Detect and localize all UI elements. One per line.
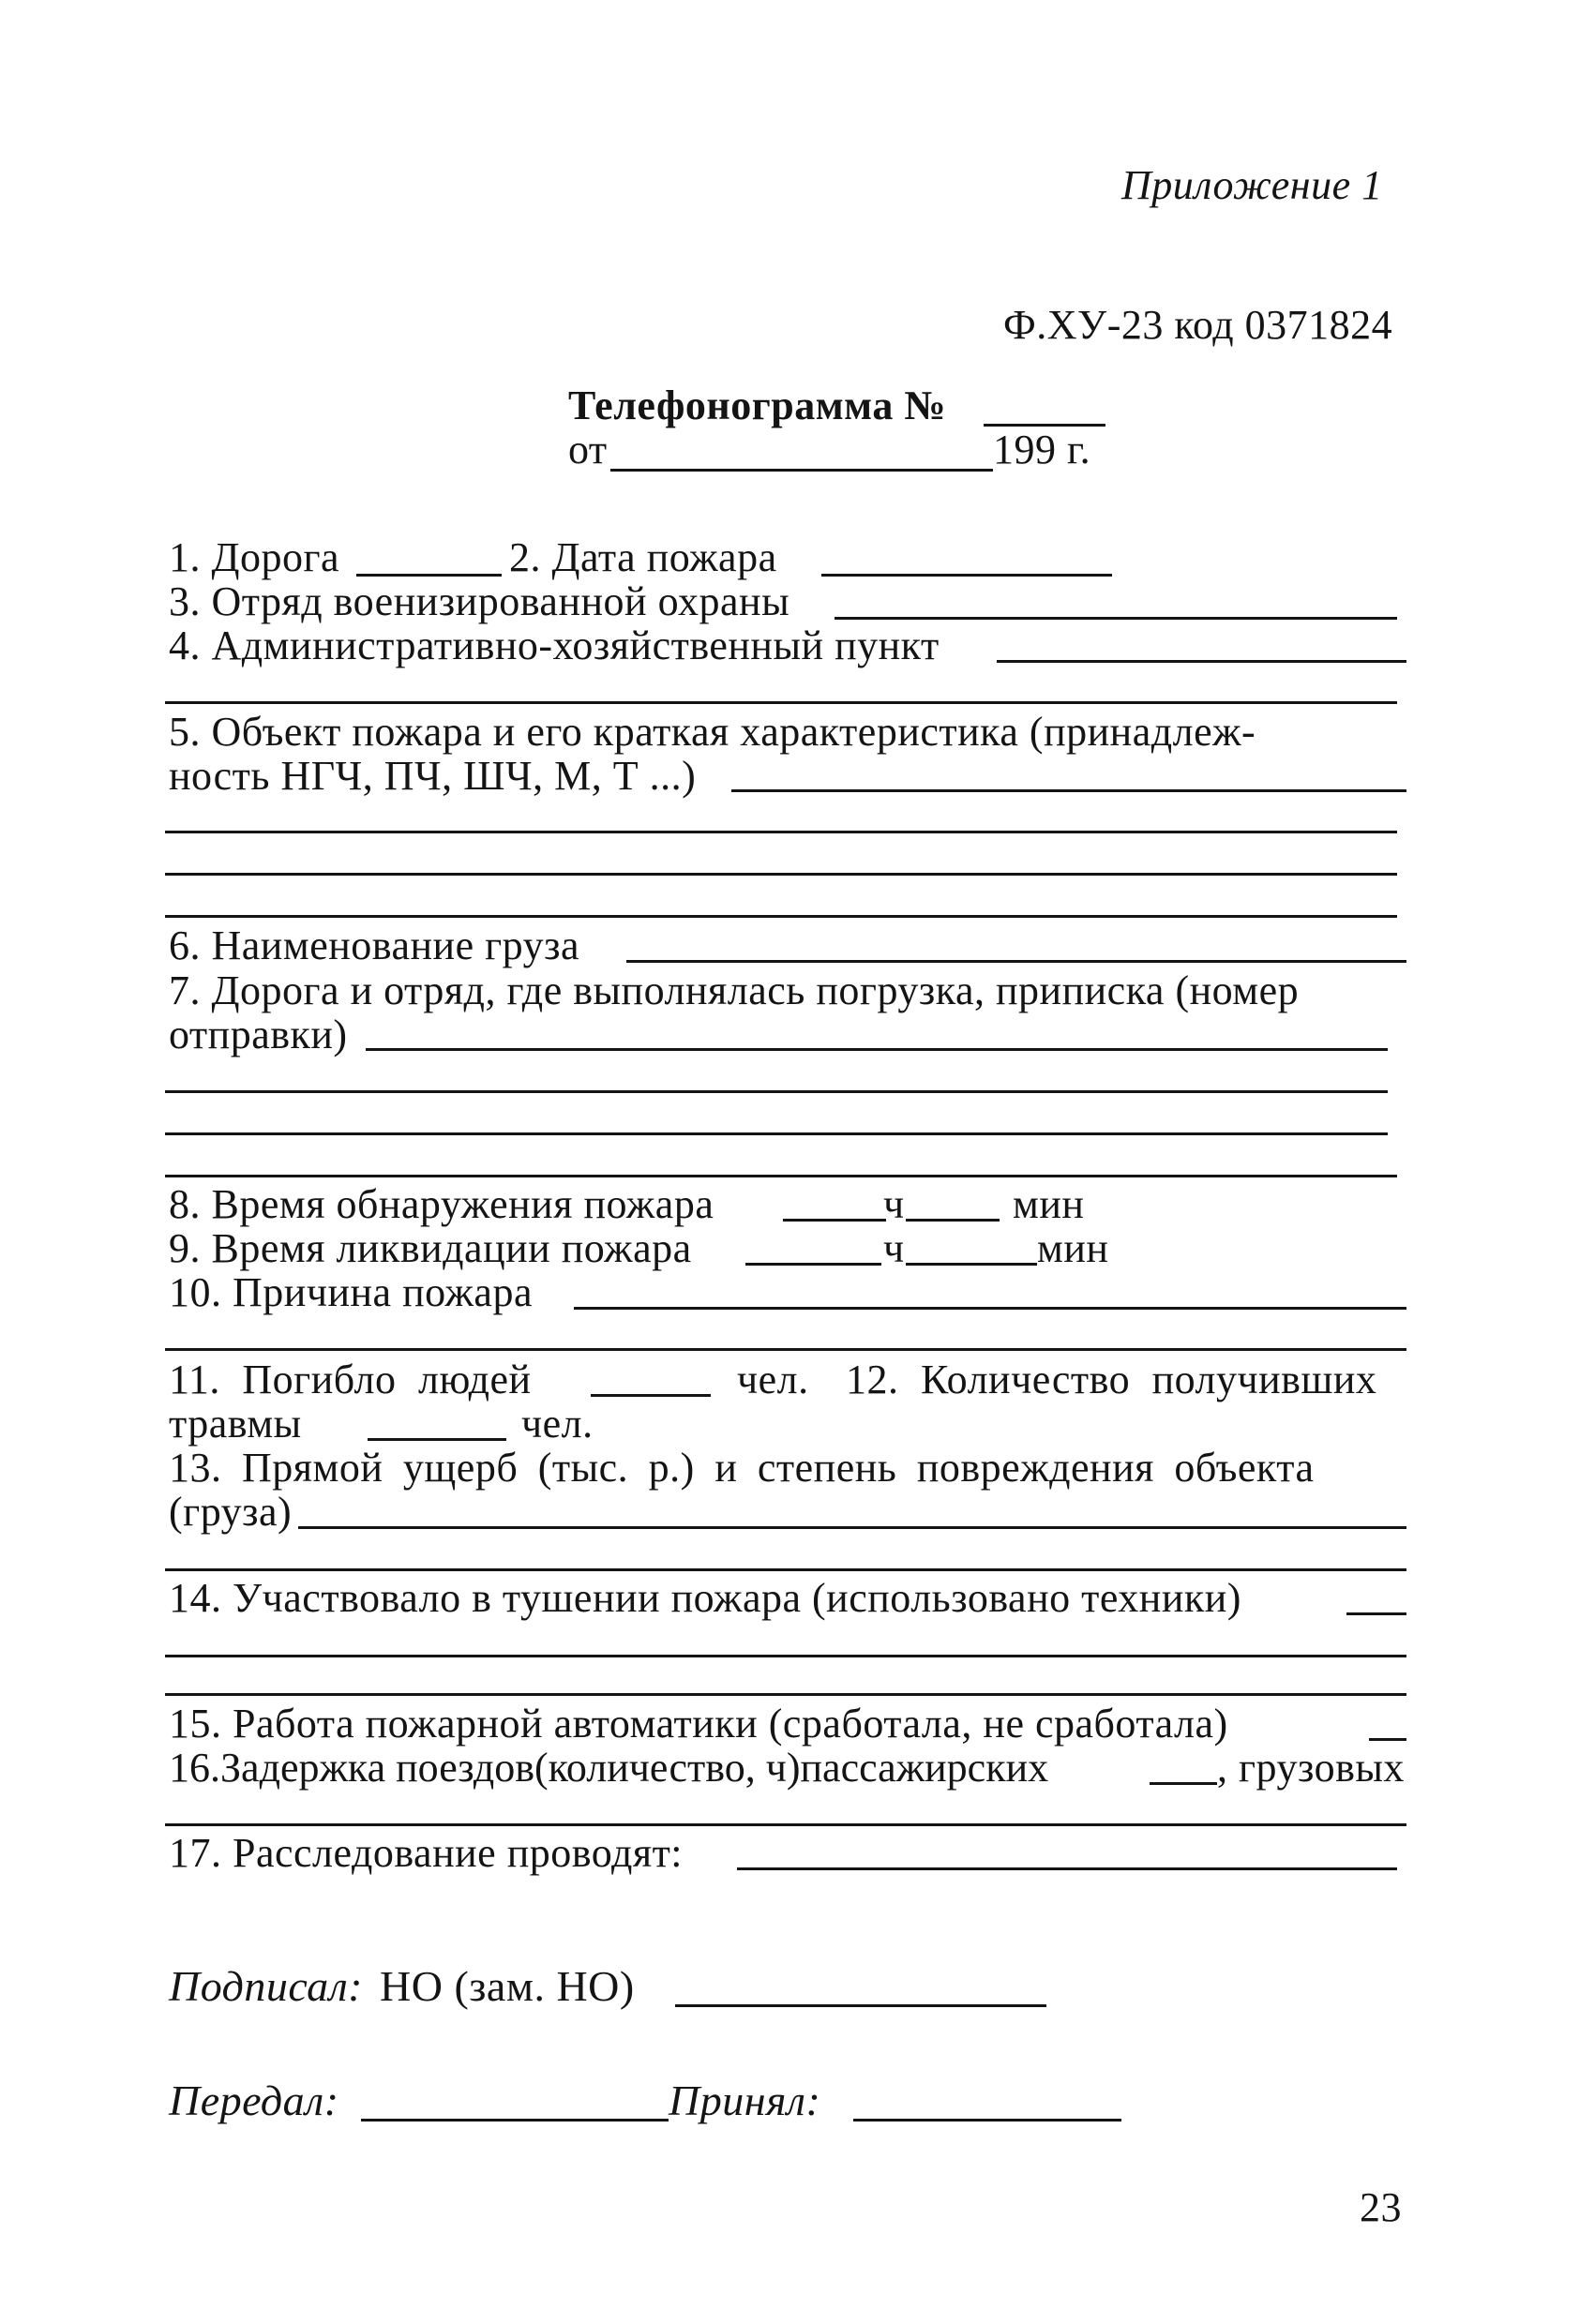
field-loading-road-line-4[interactable] xyxy=(165,1175,1397,1177)
page-number: 23 xyxy=(1360,2184,1402,2230)
field-loading-road-line-3[interactable] xyxy=(165,1132,1388,1135)
field-fire-object-label-2: ность НГЧ, ПЧ, ШЧ, М, Т ...) xyxy=(169,753,697,799)
field-injured-label: 12. Количество получивших xyxy=(846,1357,1377,1402)
field-detection-hours-line[interactable] xyxy=(783,1219,886,1222)
field-fire-cause-label: 10. Причина пожара xyxy=(169,1269,533,1315)
field-train-delay-line-2[interactable] xyxy=(165,1823,1406,1826)
field-firefighting-line[interactable] xyxy=(1346,1612,1406,1615)
field-deaths-unit: чел. xyxy=(737,1357,809,1402)
field-deaths-line[interactable] xyxy=(591,1394,711,1397)
received-by-line[interactable] xyxy=(853,2119,1121,2122)
field-firefighting-label: 14. Участвовало в тушении пожара (использовано техники) xyxy=(169,1575,1241,1621)
field-fire-date-line[interactable] xyxy=(821,574,1112,577)
field-investigation-line[interactable] xyxy=(737,1867,1397,1870)
field-detection-time-label: 8. Время обнаружения пожара xyxy=(169,1181,714,1227)
field-fire-object-line-2[interactable] xyxy=(165,831,1397,833)
field-direct-damage-label-2: (груза) xyxy=(169,1489,293,1535)
field-injured-unit: чел. xyxy=(521,1401,594,1447)
document-title: Телефонограмма № xyxy=(568,382,947,428)
field-guard-unit-label: 3. Отряд военизированной охраны xyxy=(169,578,790,624)
field-admin-point-label: 4. Административно-хозяйственный пункт xyxy=(169,622,940,668)
field-loading-road-line-2[interactable] xyxy=(165,1090,1388,1093)
field-loading-road-line[interactable] xyxy=(366,1048,1388,1051)
field-train-delay-passenger-line[interactable] xyxy=(1150,1782,1217,1785)
field-admin-point-line[interactable] xyxy=(997,660,1406,663)
field-fire-date-label: 2. Дата пожара xyxy=(509,534,777,580)
field-firefighting-line-3[interactable] xyxy=(165,1693,1406,1696)
field-liquidation-minutes-unit: мин xyxy=(1037,1225,1109,1271)
field-liquidation-hours-line[interactable] xyxy=(745,1263,881,1266)
field-guard-unit-line[interactable] xyxy=(835,617,1397,620)
field-loading-road-label-2: отправки) xyxy=(169,1012,348,1057)
field-fire-object-line[interactable] xyxy=(731,789,1406,792)
field-direct-damage-label: 13. Прямой ущерб (тыс. р.) и степень повреждения объекта xyxy=(169,1445,1315,1491)
field-direct-damage-line-2[interactable] xyxy=(165,1568,1406,1571)
field-injured-label-2: травмы xyxy=(169,1401,302,1447)
field-road-label: 1. Дорога xyxy=(169,534,340,580)
field-train-delay-freight-label: , грузовых xyxy=(1217,1745,1405,1791)
field-liquidation-hours-unit: ч xyxy=(883,1225,905,1271)
field-investigation-label: 17. Расследование проводят: xyxy=(169,1830,684,1876)
sent-label: Передал: xyxy=(169,2077,339,2124)
field-detection-minutes-unit: мин xyxy=(1013,1181,1085,1227)
sent-by-line[interactable] xyxy=(361,2119,669,2122)
signed-by: НО (зам. НО) xyxy=(380,1962,635,2010)
field-deaths-label: 11. Погибло людей xyxy=(169,1357,532,1402)
date-line[interactable] xyxy=(610,469,993,472)
field-fire-object-line-4[interactable] xyxy=(165,915,1397,918)
field-loading-road-label: 7. Дорога и отряд, где выполнялась погрузка, приписка (номер xyxy=(169,967,1300,1013)
received-label: Принял: xyxy=(669,2077,821,2124)
appendix-label: Приложение 1 xyxy=(1121,162,1383,208)
field-fire-automation-label: 15. Работа пожарной автоматики (сработала, не сработала) xyxy=(169,1701,1228,1747)
field-firefighting-line-2[interactable] xyxy=(165,1655,1406,1657)
form-code: Ф.ХУ-23 код 0371824 xyxy=(1003,302,1393,348)
field-fire-cause-line-2[interactable] xyxy=(165,1348,1406,1351)
field-detection-hours-unit: ч xyxy=(883,1181,905,1227)
field-train-delay-label: 16.Задержка поездов(количество, ч)пассажирских xyxy=(169,1745,1049,1791)
year-suffix: 199 г. xyxy=(993,427,1091,472)
field-injured-line[interactable] xyxy=(368,1438,506,1441)
field-fire-automation-line[interactable] xyxy=(1369,1738,1406,1741)
field-fire-object-line-3[interactable] xyxy=(165,873,1397,876)
field-direct-damage-line[interactable] xyxy=(298,1526,1406,1529)
date-prefix: от xyxy=(568,427,608,472)
field-fire-cause-line[interactable] xyxy=(574,1307,1406,1310)
signature-line[interactable] xyxy=(675,2004,1046,2007)
signed-label: Подписал: xyxy=(169,1962,363,2010)
field-cargo-name-label: 6. Наименование груза xyxy=(169,922,579,968)
field-road-line[interactable] xyxy=(356,574,502,577)
field-liquidation-minutes-line[interactable] xyxy=(906,1263,1037,1266)
field-cargo-name-line[interactable] xyxy=(626,960,1406,963)
field-admin-point-line-2[interactable] xyxy=(165,701,1397,704)
field-detection-minutes-line[interactable] xyxy=(906,1219,1000,1222)
field-liquidation-time-label: 9. Время ликвидации пожара xyxy=(169,1225,692,1271)
field-fire-object-label: 5. Объект пожара и его краткая характеристика (принадлеж- xyxy=(169,709,1256,755)
